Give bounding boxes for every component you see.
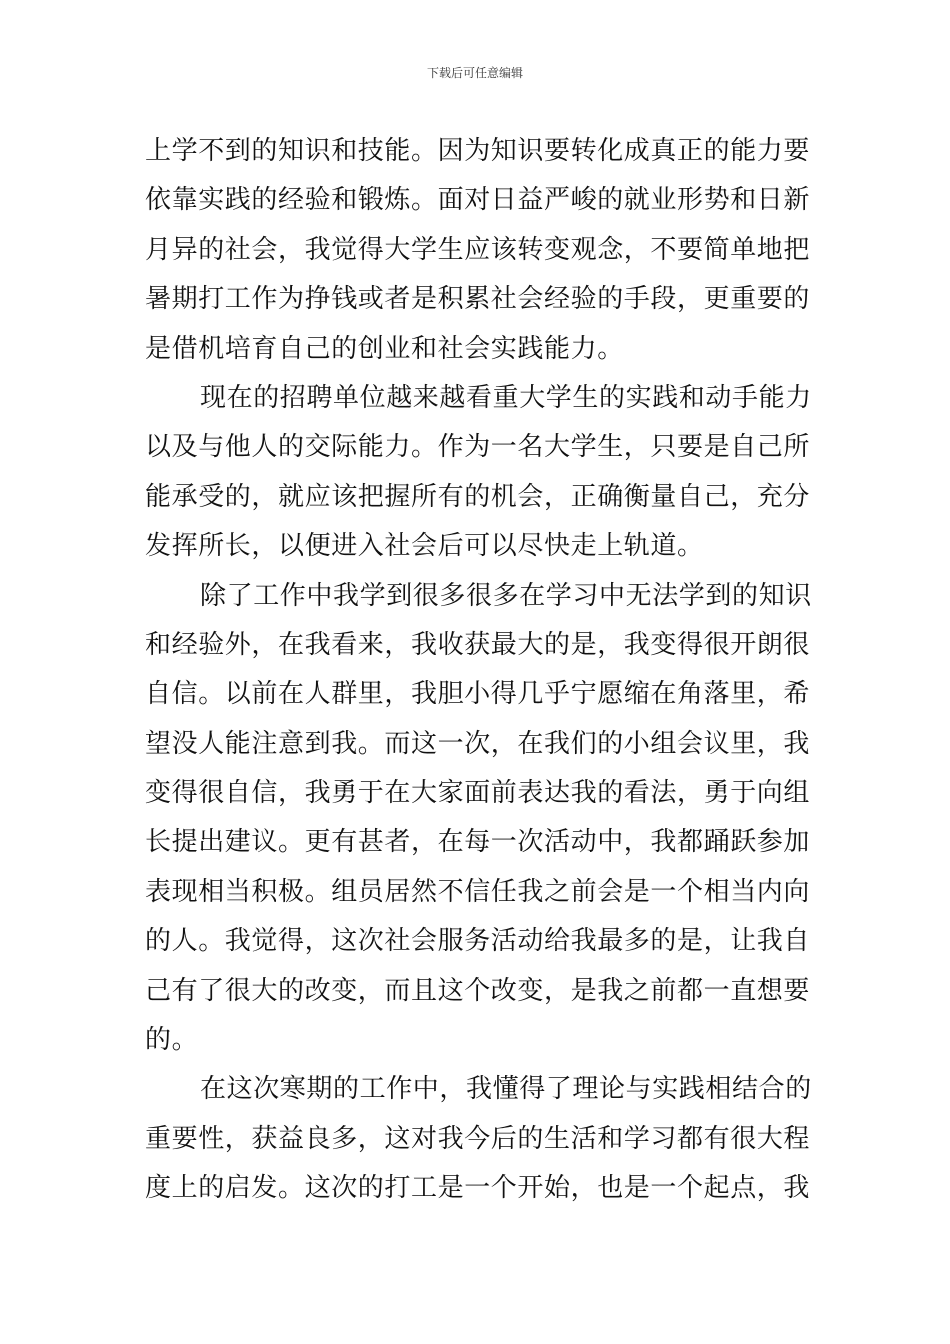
text-line: 发挥所长，以便进入社会后可以尽快走上轨道。 — [145, 531, 704, 562]
text-line: 长提出建议。更有甚者，在每一次活动中，我都踊跃参加 — [145, 827, 811, 858]
text-line: 月异的社会，我觉得大学生应该转变观念，不要简单地把 — [145, 234, 811, 265]
text-line: 望没人能注意到我。而这一次，在我们的小组会议里，我 — [145, 728, 811, 759]
text-line: 己有了很大的改变，而且这个改变，是我之前都一直想要 — [145, 975, 811, 1006]
text-line: 的人。我觉得，这次社会服务活动给我最多的是，让我自 — [145, 926, 811, 957]
text-line: 除了工作中我学到很多很多在学习中无法学到的知识 — [200, 580, 812, 611]
paragraph-1 — [145, 127, 811, 374]
text-line: 自信。以前在人群里，我胆小得几乎宁愿缩在角落里，希 — [145, 679, 811, 710]
page-header: 下载后可任意编辑 — [426, 66, 523, 80]
text-line: 现在的招聘单位越来越看重大学生的实践和动手能力 — [200, 382, 812, 413]
text-line: 重要性，获益良多，这对我今后的生活和学习都有很大程 — [145, 1123, 811, 1154]
paragraph-4 — [145, 1065, 812, 1213]
text-line: 是借机培育自己的创业和社会实践能力。 — [145, 333, 624, 364]
text-line: 变得很自信，我勇于在大家面前表达我的看法，勇于向组 — [145, 778, 811, 809]
paragraph-3 — [145, 572, 812, 1066]
text-line: 表现相当积极。组员居然不信任我之前会是一个相当内向 — [145, 876, 811, 907]
text-line: 和经验外，在我看来，我收获最大的是，我变得很开朗很 — [145, 629, 811, 660]
text-line: 上学不到的知识和技能。因为知识要转化成真正的能力要 — [145, 136, 811, 166]
text-line: 的。 — [145, 1025, 199, 1056]
text-line: 暑期打工作为挣钱或者是积累社会经验的手段，更重要的 — [145, 284, 811, 315]
text-line: 依靠实践的经验和锻炼。面对日益严峻的就业形势和日新 — [145, 185, 811, 216]
text-line: 在这次寒期的工作中，我懂得了理论与实践相结合的 — [200, 1074, 812, 1105]
text-line: 以及与他人的交际能力。作为一名大学生，只要是自己所 — [145, 432, 811, 463]
text-line: 能承受的，就应该把握所有的机会，正确衡量自己，充分 — [145, 481, 811, 512]
paragraph-2 — [145, 374, 812, 572]
text-line: 度上的启发。这次的打工是一个开始，也是一个起点，我 — [145, 1173, 811, 1204]
document-body — [145, 127, 812, 1214]
